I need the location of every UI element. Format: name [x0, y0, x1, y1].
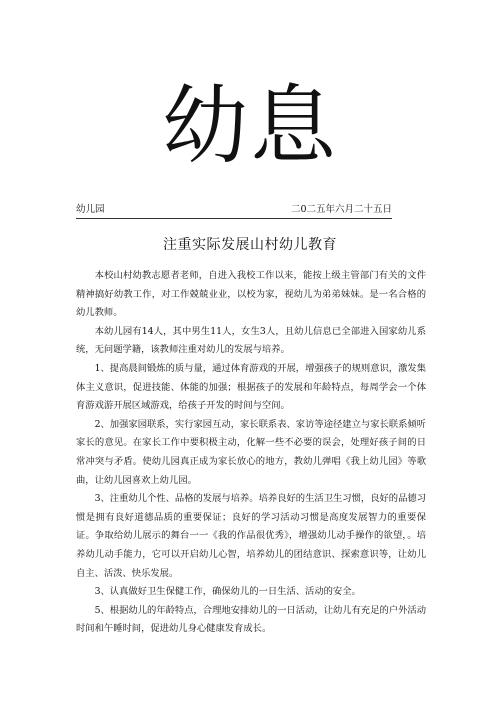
paragraph: 本幼儿园有14人，其中男生11人，女生3人，且幼儿信息已全部进入国家幼儿系统，无问题学籍，该教师注重对幼儿的发展与培养。	[76, 325, 426, 356]
article-body	[76, 267, 426, 639]
header-info-row	[76, 204, 392, 219]
paragraph: 2、加强家园联系，实行家园互动，家长联系表、家访等途径建立与家长联系倾听家长的意见。在家长工作中要积极主动，化解一些不必要的误会，处理好孩子间的日常冲突与矛盾。使幼儿园真正成为家长放心的地方，教幼儿弹唱《我上幼儿园》等歌曲，让幼儿园喜欢上幼儿园。	[76, 418, 426, 486]
article-title: 注重实际发展山村幼儿教育	[163, 237, 337, 253]
paragraph: 3、注重幼儿个性、品格的发展与培养。培养良好的生活卫生习惯，良好的品德习惯是拥有良好道德品质的重要保证；良好的学习活动习惯是高度发展智力的重要保证。争取给幼儿展示的舞台一一《我的作品很优秀》，增强幼儿动手操作的欲望，。培养幼儿动手能力，它可以开启幼儿心智，培养幼儿的团结意识、探索意识等，让幼儿自主、活泼、快乐发展。	[76, 493, 426, 579]
paragraph: 本校山村幼教志愿者老师，自进入我校工作以来，能按上级主管部门有关的文件精神搞好幼教工作，对工作兢兢业业，以校为家，视幼儿为弟弟妹妹。是一名合格的幼儿教师。	[76, 270, 426, 319]
org-name: 幼儿园	[76, 204, 105, 215]
masthead-title: 幼息	[162, 76, 338, 176]
issue-date: 二0二五年六月二十五日	[290, 204, 392, 215]
paragraph: 1、提高晨间锻炼的质与量，通过体育游戏的开展，增强孩子的规则意识，激发集体主义意识，促进技能、体能的加强；根据孩子的发展和年龄特点，每周学会一个体育游戏游开展区域游戏，给孩子开发的时间与空间。	[76, 362, 426, 412]
paragraph: 3、认真做好卫生保健工作，确保幼儿的一日生活、活动的安全。	[94, 586, 361, 598]
paragraph: 5、根据幼儿的年龄特点，合理地安排幼儿的一日活动，让幼儿有充足的户外活动时间和午睡时间，促进幼儿身心健康发育成长。	[76, 604, 426, 635]
